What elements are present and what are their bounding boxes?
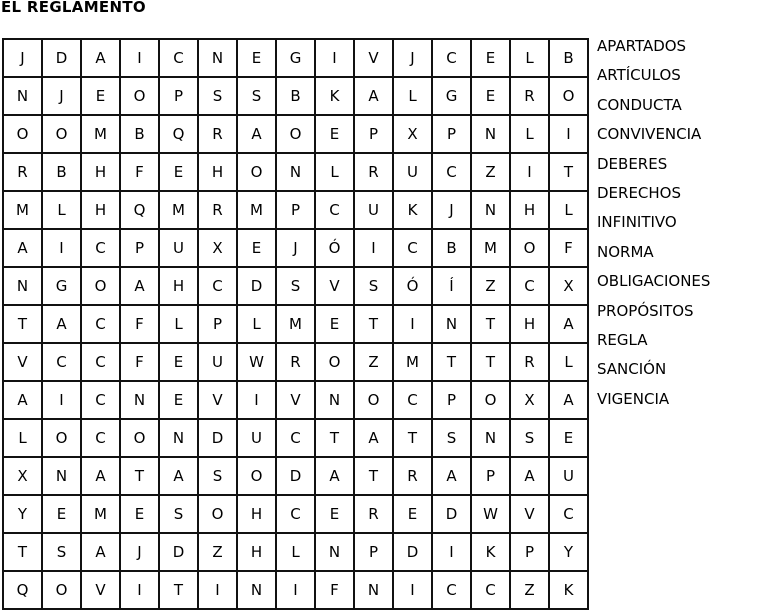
grid-cell[interactable]: R — [198, 191, 237, 229]
grid-cell[interactable]: J — [3, 39, 42, 77]
grid-cell[interactable]: T — [354, 457, 393, 495]
grid-row — [3, 381, 588, 419]
grid-cell[interactable]: U — [159, 229, 198, 267]
word-list-item: PROPÓSITOS — [597, 301, 694, 320]
grid-cell[interactable]: E — [42, 495, 81, 533]
grid-cell[interactable]: C — [549, 495, 588, 533]
word-list — [597, 35, 710, 417]
grid-cell[interactable]: F — [120, 305, 159, 343]
grid-cell[interactable]: E — [549, 419, 588, 457]
grid-cell[interactable]: O — [315, 343, 354, 381]
grid-row — [3, 39, 588, 77]
grid-row — [3, 191, 588, 229]
word-list-item: VIGENCIA — [597, 389, 670, 408]
word-list-item: INFINITIVO — [597, 213, 677, 232]
grid-cell[interactable]: Í — [432, 267, 471, 305]
grid-cell[interactable]: D — [198, 419, 237, 457]
word-list-item: SANCIÓN — [597, 360, 667, 379]
grid-cell[interactable]: Z — [354, 343, 393, 381]
grid-cell[interactable]: F — [120, 343, 159, 381]
grid-cell[interactable]: R — [354, 153, 393, 191]
grid-cell[interactable]: I — [354, 229, 393, 267]
grid-cell[interactable]: D — [393, 533, 432, 571]
grid-cell[interactable]: A — [354, 419, 393, 457]
grid-cell[interactable]: Y — [3, 495, 42, 533]
grid-cell[interactable]: O — [471, 381, 510, 419]
grid-cell[interactable]: C — [81, 343, 120, 381]
grid-cell[interactable]: C — [276, 419, 315, 457]
grid-cell[interactable]: N — [120, 381, 159, 419]
grid-cell[interactable]: N — [354, 571, 393, 609]
grid-cell[interactable]: A — [315, 457, 354, 495]
grid-cell[interactable]: O — [120, 77, 159, 115]
grid-cell[interactable]: K — [549, 571, 588, 609]
word-list-item: REGLA — [597, 330, 648, 349]
grid-cell[interactable]: N — [3, 77, 42, 115]
grid-cell[interactable]: M — [471, 229, 510, 267]
grid-cell[interactable]: I — [198, 571, 237, 609]
grid-cell[interactable]: B — [42, 153, 81, 191]
grid-cell[interactable]: O — [3, 115, 42, 153]
grid-cell[interactable]: C — [315, 191, 354, 229]
grid-cell[interactable]: R — [354, 495, 393, 533]
grid-cell[interactable]: L — [159, 305, 198, 343]
grid-cell[interactable]: O — [237, 153, 276, 191]
grid-cell[interactable]: N — [315, 533, 354, 571]
grid-row — [3, 533, 588, 571]
grid-cell[interactable]: S — [432, 419, 471, 457]
grid-cell[interactable]: V — [276, 381, 315, 419]
grid-cell[interactable]: E — [159, 153, 198, 191]
grid-cell[interactable]: E — [159, 381, 198, 419]
grid-cell[interactable]: K — [393, 191, 432, 229]
grid-cell[interactable]: U — [237, 419, 276, 457]
grid-cell[interactable]: S — [198, 457, 237, 495]
grid-cell[interactable]: V — [354, 39, 393, 77]
grid-cell[interactable]: R — [510, 343, 549, 381]
grid-cell[interactable]: G — [276, 39, 315, 77]
grid-cell[interactable]: I — [393, 571, 432, 609]
grid-cell[interactable]: C — [42, 343, 81, 381]
grid-cell[interactable]: C — [432, 571, 471, 609]
grid-cell[interactable]: L — [510, 115, 549, 153]
grid-cell[interactable]: U — [354, 191, 393, 229]
grid-cell[interactable]: E — [237, 39, 276, 77]
grid-cell[interactable]: E — [471, 39, 510, 77]
grid-cell[interactable]: L — [510, 39, 549, 77]
grid-cell[interactable]: I — [432, 533, 471, 571]
grid-cell[interactable]: A — [3, 229, 42, 267]
grid-cell[interactable]: V — [198, 381, 237, 419]
grid-cell[interactable]: R — [3, 153, 42, 191]
grid-cell[interactable]: H — [237, 533, 276, 571]
grid-cell[interactable]: Ó — [393, 267, 432, 305]
grid-cell[interactable]: N — [471, 191, 510, 229]
grid-cell[interactable]: B — [549, 39, 588, 77]
grid-cell[interactable]: O — [42, 115, 81, 153]
grid-cell[interactable]: M — [81, 495, 120, 533]
grid-row — [3, 77, 588, 115]
grid-cell[interactable]: V — [315, 267, 354, 305]
grid-cell[interactable]: T — [3, 533, 42, 571]
grid-cell[interactable]: A — [432, 457, 471, 495]
grid-cell[interactable]: E — [159, 343, 198, 381]
grid-cell[interactable]: O — [237, 457, 276, 495]
grid-cell[interactable]: P — [432, 115, 471, 153]
grid-cell[interactable]: R — [198, 115, 237, 153]
grid-cell[interactable]: I — [237, 381, 276, 419]
grid-cell[interactable]: T — [471, 343, 510, 381]
grid-cell[interactable]: Z — [471, 267, 510, 305]
grid-cell[interactable]: H — [510, 305, 549, 343]
grid-cell[interactable]: N — [3, 267, 42, 305]
grid-cell[interactable]: I — [393, 305, 432, 343]
grid-cell[interactable]: X — [510, 381, 549, 419]
grid-cell[interactable]: L — [3, 419, 42, 457]
grid-cell[interactable]: F — [549, 229, 588, 267]
grid-cell[interactable]: I — [42, 229, 81, 267]
grid-cell[interactable]: T — [549, 153, 588, 191]
grid-cell[interactable]: C — [471, 571, 510, 609]
grid-cell[interactable]: J — [393, 39, 432, 77]
grid-row — [3, 115, 588, 153]
grid-cell[interactable]: M — [276, 305, 315, 343]
grid-cell[interactable]: T — [471, 305, 510, 343]
grid-cell[interactable]: C — [81, 381, 120, 419]
grid-row — [3, 419, 588, 457]
grid-cell[interactable]: R — [276, 343, 315, 381]
grid-cell[interactable]: N — [159, 419, 198, 457]
grid-cell[interactable]: E — [120, 495, 159, 533]
grid-cell[interactable]: E — [393, 495, 432, 533]
grid-cell[interactable]: S — [276, 267, 315, 305]
grid-cell[interactable]: T — [393, 419, 432, 457]
grid-cell[interactable]: H — [237, 495, 276, 533]
grid-cell[interactable]: P — [354, 533, 393, 571]
word-list-item: DERECHOS — [597, 183, 682, 202]
grid-cell[interactable]: T — [3, 305, 42, 343]
grid-cell[interactable]: Ó — [315, 229, 354, 267]
grid-cell[interactable]: N — [471, 419, 510, 457]
grid-cell[interactable]: M — [81, 115, 120, 153]
grid-cell[interactable]: S — [510, 419, 549, 457]
grid-cell[interactable]: U — [549, 457, 588, 495]
grid-cell[interactable]: H — [198, 153, 237, 191]
grid-cell[interactable]: N — [198, 39, 237, 77]
grid-cell[interactable]: O — [198, 495, 237, 533]
grid-cell[interactable]: M — [237, 191, 276, 229]
grid-cell[interactable]: O — [549, 77, 588, 115]
word-search-grid — [2, 38, 589, 610]
grid-cell[interactable]: C — [432, 153, 471, 191]
grid-row — [3, 305, 588, 343]
grid-cell[interactable]: V — [81, 571, 120, 609]
grid-cell[interactable]: C — [393, 229, 432, 267]
grid-cell[interactable]: S — [354, 267, 393, 305]
grid-cell[interactable]: E — [237, 229, 276, 267]
grid-cell[interactable]: I — [42, 381, 81, 419]
grid-cell[interactable]: T — [354, 305, 393, 343]
grid-cell[interactable]: S — [159, 495, 198, 533]
grid-cell[interactable]: T — [315, 419, 354, 457]
grid-cell[interactable]: X — [3, 457, 42, 495]
grid-cell[interactable]: Q — [3, 571, 42, 609]
grid-cell[interactable]: W — [237, 343, 276, 381]
grid-cell[interactable]: V — [3, 343, 42, 381]
grid-cell[interactable]: E — [471, 77, 510, 115]
grid-cell[interactable]: N — [432, 305, 471, 343]
grid-cell[interactable]: D — [276, 457, 315, 495]
grid-cell[interactable]: P — [276, 191, 315, 229]
grid-cell[interactable]: Q — [120, 191, 159, 229]
grid-cell[interactable]: S — [42, 533, 81, 571]
grid-cell[interactable]: P — [354, 115, 393, 153]
grid-cell[interactable]: Y — [549, 533, 588, 571]
grid-cell[interactable]: D — [237, 267, 276, 305]
grid-cell[interactable]: X — [549, 267, 588, 305]
grid-cell[interactable]: A — [81, 39, 120, 77]
grid-cell[interactable]: D — [42, 39, 81, 77]
grid-cell[interactable]: H — [159, 267, 198, 305]
grid-row — [3, 571, 588, 609]
word-list-item: APARTADOS — [597, 37, 687, 55]
grid-cell[interactable]: C — [81, 229, 120, 267]
grid-cell[interactable]: A — [81, 533, 120, 571]
grid-cell[interactable]: A — [510, 457, 549, 495]
grid-cell[interactable]: T — [120, 457, 159, 495]
grid-cell[interactable]: Q — [159, 115, 198, 153]
word-list-item: ARTÍCULOS — [597, 66, 681, 85]
grid-cell[interactable]: A — [81, 457, 120, 495]
grid-cell[interactable]: H — [81, 153, 120, 191]
grid-cell[interactable]: P — [432, 381, 471, 419]
grid-cell[interactable]: H — [510, 191, 549, 229]
grid-cell[interactable]: C — [81, 419, 120, 457]
grid-cell[interactable]: B — [276, 77, 315, 115]
grid-cell[interactable]: O — [42, 571, 81, 609]
grid-cell[interactable]: M — [159, 191, 198, 229]
word-list-item: NORMA — [597, 242, 654, 261]
grid-cell[interactable]: H — [81, 191, 120, 229]
grid-cell[interactable]: A — [549, 381, 588, 419]
grid-cell[interactable]: P — [159, 77, 198, 115]
grid-cell[interactable]: R — [510, 77, 549, 115]
grid-cell[interactable]: V — [510, 495, 549, 533]
grid-row — [3, 229, 588, 267]
grid-cell[interactable]: O — [276, 115, 315, 153]
grid-cell[interactable]: J — [432, 191, 471, 229]
grid-cell[interactable]: C — [159, 39, 198, 77]
grid-cell[interactable]: J — [42, 77, 81, 115]
word-list-item: CONVIVENCIA — [597, 125, 702, 144]
grid-cell[interactable]: F — [315, 571, 354, 609]
grid-cell[interactable]: L — [315, 153, 354, 191]
grid-cell[interactable]: D — [432, 495, 471, 533]
grid-cell[interactable]: I — [120, 571, 159, 609]
grid-cell[interactable]: P — [510, 533, 549, 571]
grid-cell[interactable]: A — [42, 305, 81, 343]
grid-cell[interactable]: O — [42, 419, 81, 457]
grid-row — [3, 267, 588, 305]
grid-cell[interactable]: A — [159, 457, 198, 495]
grid-cell[interactable]: C — [432, 39, 471, 77]
grid-cell[interactable]: N — [276, 153, 315, 191]
grid-cell[interactable]: A — [237, 115, 276, 153]
grid-cell[interactable]: O — [354, 381, 393, 419]
grid-cell[interactable]: F — [120, 153, 159, 191]
grid-cell[interactable]: K — [315, 77, 354, 115]
grid-cell[interactable]: N — [315, 381, 354, 419]
grid-cell[interactable]: I — [510, 153, 549, 191]
grid-cell[interactable]: P — [120, 229, 159, 267]
grid-cell[interactable]: R — [393, 457, 432, 495]
grid-cell[interactable]: A — [549, 305, 588, 343]
grid-cell[interactable]: J — [120, 533, 159, 571]
grid-cell[interactable]: O — [510, 229, 549, 267]
grid-cell[interactable]: E — [81, 77, 120, 115]
grid-cell[interactable]: I — [120, 39, 159, 77]
grid-row — [3, 153, 588, 191]
grid-cell[interactable]: T — [159, 571, 198, 609]
grid-row — [3, 495, 588, 533]
grid-cell[interactable]: M — [3, 191, 42, 229]
grid-cell[interactable]: N — [471, 115, 510, 153]
grid-cell[interactable]: U — [198, 343, 237, 381]
grid-cell[interactable]: C — [510, 267, 549, 305]
grid-cell[interactable]: I — [276, 571, 315, 609]
grid-cell[interactable]: E — [315, 305, 354, 343]
grid-cell[interactable]: P — [198, 305, 237, 343]
grid-cell[interactable]: L — [42, 191, 81, 229]
grid-cell[interactable]: G — [432, 77, 471, 115]
word-list-item: DEBERES — [597, 154, 668, 173]
grid-cell[interactable]: N — [237, 571, 276, 609]
word-list-item: OBLIGACIONES — [597, 272, 711, 291]
word-list-item: CONDUCTA — [597, 95, 682, 114]
grid-cell[interactable]: I — [549, 115, 588, 153]
grid-cell[interactable]: C — [198, 267, 237, 305]
grid-cell[interactable]: U — [393, 153, 432, 191]
grid-cell[interactable]: B — [432, 229, 471, 267]
grid-cell[interactable]: Z — [471, 153, 510, 191]
grid-row — [3, 343, 588, 381]
grid-cell[interactable]: O — [120, 419, 159, 457]
grid-cell[interactable]: B — [120, 115, 159, 153]
grid-cell[interactable]: A — [3, 381, 42, 419]
grid-cell[interactable]: X — [393, 115, 432, 153]
grid-cell[interactable]: L — [276, 533, 315, 571]
grid-cell[interactable]: L — [237, 305, 276, 343]
grid-cell[interactable]: A — [120, 267, 159, 305]
grid-cell[interactable]: Z — [198, 533, 237, 571]
grid-cell[interactable]: C — [393, 381, 432, 419]
grid-cell[interactable]: A — [354, 77, 393, 115]
grid-cell[interactable]: W — [471, 495, 510, 533]
grid-cell[interactable]: L — [549, 343, 588, 381]
grid-cell[interactable]: X — [198, 229, 237, 267]
grid-cell[interactable]: E — [315, 115, 354, 153]
grid-cell[interactable]: L — [393, 77, 432, 115]
grid-cell[interactable]: E — [315, 495, 354, 533]
grid-cell[interactable]: N — [42, 457, 81, 495]
grid-cell[interactable]: C — [81, 305, 120, 343]
grid-row — [3, 457, 588, 495]
grid-cell[interactable]: P — [471, 457, 510, 495]
grid-cell[interactable]: Z — [510, 571, 549, 609]
grid-cell[interactable]: G — [42, 267, 81, 305]
grid-cell[interactable]: S — [237, 77, 276, 115]
grid-cell[interactable]: L — [549, 191, 588, 229]
grid-cell[interactable]: K — [471, 533, 510, 571]
grid-cell[interactable]: C — [276, 495, 315, 533]
page-title: EL REGLAMENTO — [1, 0, 146, 16]
grid-cell[interactable]: I — [315, 39, 354, 77]
grid-cell[interactable]: T — [432, 343, 471, 381]
grid-cell[interactable]: M — [393, 343, 432, 381]
grid-cell[interactable]: D — [159, 533, 198, 571]
grid-cell[interactable]: O — [81, 267, 120, 305]
grid-cell[interactable]: S — [198, 77, 237, 115]
grid-cell[interactable]: J — [276, 229, 315, 267]
